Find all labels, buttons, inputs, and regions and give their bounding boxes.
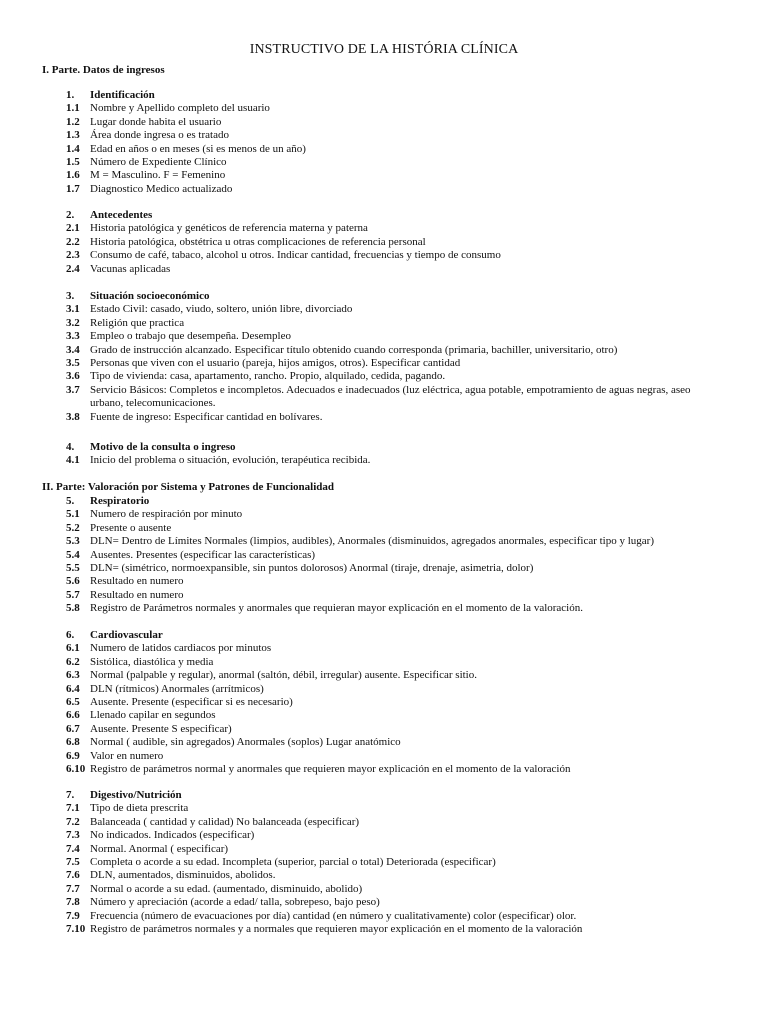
item-number: 6.2 <box>66 655 80 668</box>
item-text: Estado Civil: casado, viudo, soltero, unión libre, divorciado <box>90 303 353 316</box>
item-number: 6.4 <box>66 682 80 695</box>
item-number: 1.5 <box>66 156 80 168</box>
item-text: Diagnostico Medico actualizado <box>90 182 233 195</box>
item-text: Ausente. Presente S especificar) <box>90 722 232 735</box>
item-number: 5.3 <box>66 535 80 548</box>
item-number: 1.4 <box>66 142 80 155</box>
item-text: Registro de Parámetros normales y anormales que requieran mayor explicación en el momento de la valoración. <box>90 602 583 615</box>
item-number: 7.5 <box>66 856 80 868</box>
item-text: Edad en años o en meses (si es menos de un año) <box>90 142 306 155</box>
item-number: 6.5 <box>66 696 80 708</box>
item-text: No indicados. Indicados (especificar) <box>90 829 255 842</box>
item-number: 3.4 <box>66 343 80 356</box>
item-text: Área donde ingresa o es tratado <box>90 129 229 142</box>
section-title: Respiratorio <box>90 495 150 507</box>
item-number: 6.10 <box>66 763 86 775</box>
item-text: DLN, aumentados, disminuidos, abolidos. <box>90 869 276 882</box>
item-number: 2.4 <box>66 262 80 275</box>
item-text: Tipo de vivienda: casa, apartamento, rancho. Propio, alquilado, cedida, pagando. <box>90 370 446 383</box>
section-title: Identificación <box>90 89 155 101</box>
item-number: 7.10 <box>66 923 86 935</box>
section-number: 4. <box>66 441 75 453</box>
item-number: 3.5 <box>66 357 80 369</box>
item-text: Grado de instrucción alcanzado. Especificar título obtenido cuando corresponda (primaria, bachiller, universitario, otro) <box>90 343 618 356</box>
item-text: Consumo de café, tabaco, alcohol u otros. Indicar cantidad, frecuencias y tiempo de consumo <box>90 249 501 262</box>
part-2-heading: II. Parte: Valoración por Sistema y Patrones de Funcionalidad <box>42 481 335 493</box>
section-title: Digestivo/Nutrición <box>90 789 182 801</box>
item-number: 6.8 <box>66 736 80 749</box>
item-text: Número y apreciación (acorde a edad/ talla, sobrepeso, bajo peso) <box>90 896 380 909</box>
item-number: 3.6 <box>66 370 80 383</box>
section-title: Motivo de la consulta o ingreso <box>90 441 236 453</box>
item-text: Normal (palpable y regular), anormal (saltón, débil, irregular) ausente. Especificar sitio. <box>90 669 477 682</box>
item-number: 4.1 <box>66 454 80 467</box>
item-text: DLN= (simétrico, normoexpansible, sin puntos dolorosos) Anormal (tiraje, drenaje, asimetria, dolor) <box>90 562 534 574</box>
item-text: Resultado en numero <box>90 575 184 588</box>
item-number: 1.3 <box>66 129 80 142</box>
item-number: 6.7 <box>66 722 80 735</box>
section-title: Antecedentes <box>90 209 153 221</box>
item-text: Numero de latidos cardiacos por minutos <box>90 642 272 655</box>
item-number: 6.1 <box>66 642 80 655</box>
item-text: Resultado en numero <box>90 588 184 601</box>
item-number: 6.6 <box>66 709 80 722</box>
section-number: 6. <box>66 629 75 641</box>
item-number: 5.2 <box>66 521 80 534</box>
section-title: Situación socioeconómico <box>90 290 210 302</box>
section-number: 5. <box>66 495 75 507</box>
part-1-heading: I. Parte. Datos de ingresos <box>42 64 165 76</box>
item-text: Completa o acorde a su edad. Incompleta (superior, parcial o total) Deteriorada (especificar) <box>90 856 496 868</box>
item-text: Empleo o trabajo que desempeña. Desempleo <box>90 330 291 343</box>
item-number: 5.5 <box>66 562 80 574</box>
item-number: 7.3 <box>66 829 80 842</box>
item-number: 6.9 <box>66 749 80 762</box>
item-text: Normal o acorde a su edad. (aumentado, disminuido, abolido) <box>90 882 363 895</box>
item-text: Llenado capilar en segundos <box>90 709 216 722</box>
item-number: 3.7 <box>66 383 80 396</box>
item-number: 3.8 <box>66 410 80 423</box>
item-text: Ausente. Presente (especificar si es necesario) <box>90 696 293 708</box>
item-text: Nombre y Apellido completo del usuario <box>90 102 270 115</box>
item-number: 5.6 <box>66 575 80 588</box>
item-number: 7.7 <box>66 882 80 895</box>
item-text: Ausentes. Presentes (especificar las características) <box>90 548 316 561</box>
item-text: Lugar donde habita el usuario <box>90 115 222 128</box>
section-title: Cardiovascular <box>90 629 163 641</box>
item-text: Presente o ausente <box>90 521 172 534</box>
item-text: M = Masculino. F = Femenino <box>90 169 226 182</box>
item-text: Tipo de dieta prescrita <box>90 802 189 815</box>
item-text: Sistólica, diastólica y media <box>90 655 214 668</box>
section-number: 2. <box>66 209 75 221</box>
item-number: 7.4 <box>66 842 80 855</box>
item-number: 1.1 <box>66 102 80 115</box>
item-text: Registro de parámetros normales y a normales que requieren mayor explicación en el momento de la valoración <box>90 923 583 935</box>
item-number: 7.1 <box>66 802 80 815</box>
item-text: Inicio del problema o situación, evolución, terapéutica recibida. <box>90 454 371 467</box>
item-text: Servicio Básicos: Completos e incompletos. Adecuados e inadecuados (luz eléctrica, agua potable, empotramiento de aguas negras, aseo urbano, telecomunicaciones. <box>90 383 691 410</box>
item-text: Fuente de ingreso: Especificar cantidad en bolívares. <box>90 410 323 423</box>
item-text: Balanceada ( cantidad y calidad) No balanceada (especificar) <box>90 815 360 828</box>
section-number: 1. <box>66 89 75 101</box>
item-number: 5.1 <box>66 508 80 521</box>
item-number: 1.2 <box>66 115 80 128</box>
item-number: 1.7 <box>66 182 80 195</box>
item-text: Registro de parámetros normal y anormales que requieren mayor explicación en el momento de la valoración <box>90 763 571 775</box>
item-number: 3.2 <box>66 316 80 329</box>
section-number: 3. <box>66 290 75 302</box>
item-text: Número de Expediente Clínico <box>90 156 227 168</box>
item-number: 3.3 <box>66 330 80 343</box>
item-number: 5.8 <box>66 602 80 615</box>
item-text: Religión que practica <box>90 316 185 329</box>
section-number: 7. <box>66 789 75 801</box>
item-text: DLN= Dentro de Límites Normales (limpios, audibles), Anormales (disminuidos, agregados anormales, especificar tipo y lugar) <box>90 535 655 548</box>
item-text: Frecuencia (número de evacuaciones por día) cantidad (en número y cualitativamente) color (especificar) olor. <box>90 909 577 922</box>
item-number: 3.1 <box>66 303 80 316</box>
item-text: Historia patológica, obstétrica u otras complicaciones de referencia personal <box>90 235 426 248</box>
item-text: Numero de respiración por minuto <box>90 508 243 521</box>
item-number: 7.9 <box>66 909 80 922</box>
item-number: 7.8 <box>66 896 80 909</box>
item-text: Personas que viven con el usuario (pareja, hijos amigos, otros). Especificar cantidad <box>90 357 461 369</box>
item-text: DLN (rítmicos) Anormales (arrítmicos) <box>90 682 264 695</box>
item-number: 5.4 <box>66 548 80 561</box>
item-text: Valor en numero <box>90 749 164 762</box>
item-number: 7.6 <box>66 869 80 882</box>
item-number: 1.6 <box>66 169 80 182</box>
item-number: 2.3 <box>66 249 80 262</box>
item-text: Historia patológica y genéticos de referencia materna y paterna <box>90 222 368 235</box>
document-title: INSTRUCTIVO DE LA HISTÓRIA CLÍNICA <box>249 42 519 57</box>
item-text: Normal. Anormal ( especificar) <box>90 842 229 855</box>
item-number: 5.7 <box>66 588 80 601</box>
item-number: 2.1 <box>66 222 80 235</box>
item-number: 6.3 <box>66 669 80 682</box>
item-number: 2.2 <box>66 235 80 248</box>
item-text: Vacunas aplicadas <box>90 262 171 275</box>
item-number: 7.2 <box>66 815 80 828</box>
item-text: Normal ( audible, sin agregados) Anormales (soplos) Lugar anatómico <box>90 736 401 749</box>
